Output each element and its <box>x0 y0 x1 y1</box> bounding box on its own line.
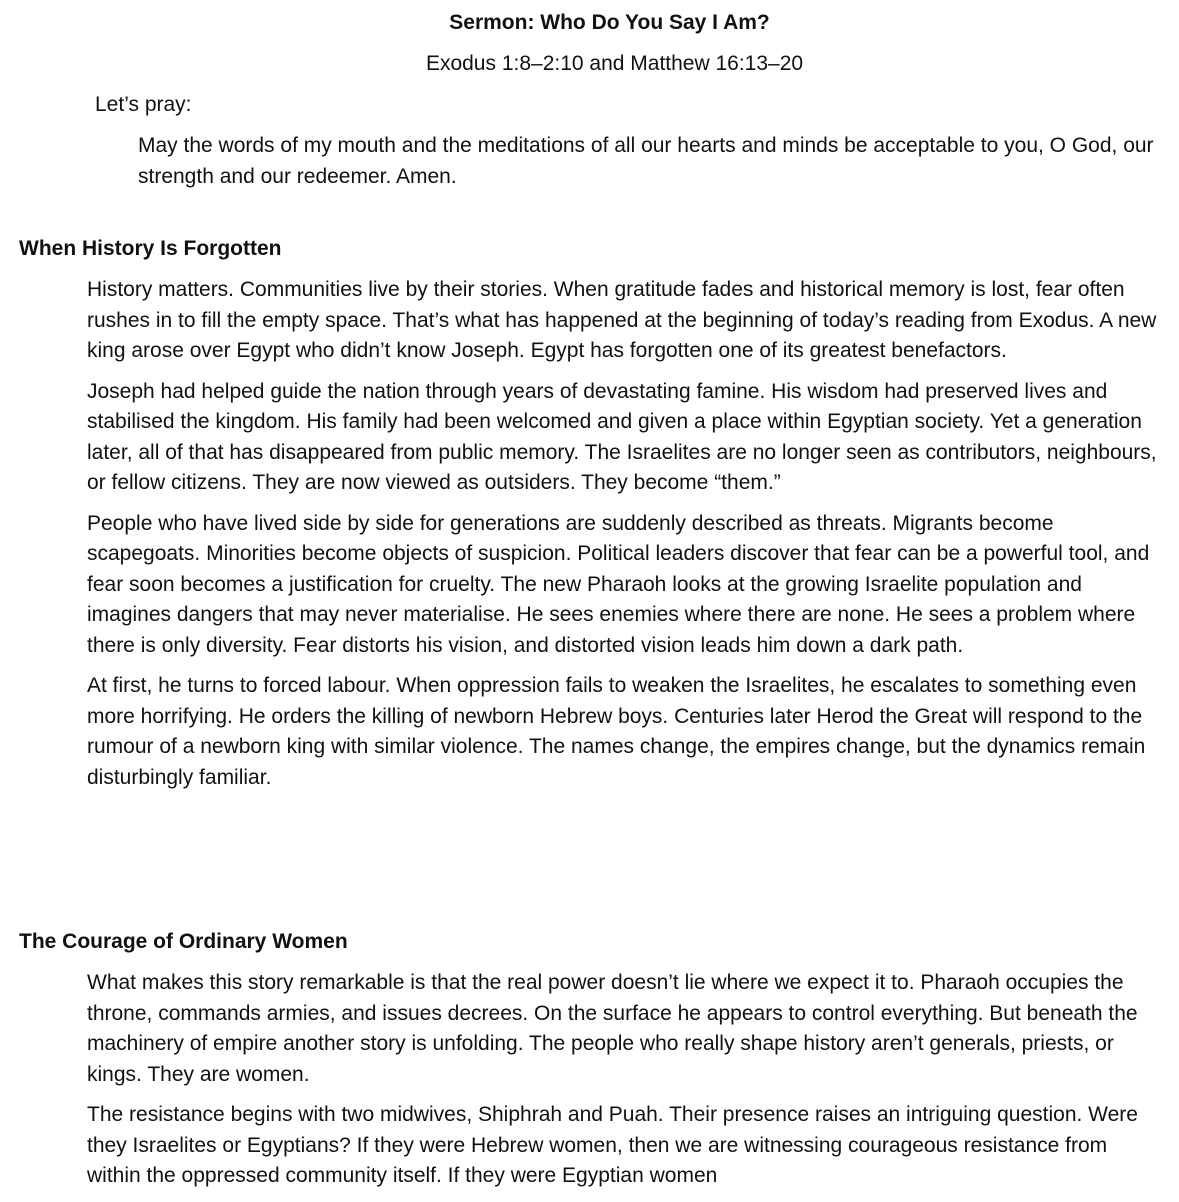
opening-prayer: May the words of my mouth and the meditations of all our hearts and minds be acceptable to you, O God, our strength and our redeemer. Amen. <box>138 134 1154 188</box>
section-courage-body <box>87 968 1157 1202</box>
paragraph: History matters. Communities live by their stories. When gratitude fades and historical memory is lost, fear often rushes in to fill the empty space. That’s what has happened at the beginning of today’s reading from Exodus. A new king arose over Egypt who didn’t know Joseph. Egypt has forgotten one of its greatest benefactors. <box>87 278 1157 362</box>
paragraph: What makes this story remarkable is that the real power doesn’t lie where we expect it to. Pharaoh occupies the throne, commands armies, and issues decrees. On the surface he appears to control everything. But beneath the machinery of empire another story is unfolding. The people who really shape history aren’t generals, priests, or kings. They are women. <box>87 971 1138 1086</box>
paragraph: People who have lived side by side for generations are suddenly described as threats. Migrants become scapegoats. Minorities become objects of suspicion. Political leaders discover that fear can be a powerful tool, and fear soon becomes a justification for cruelty. The new Pharaoh looks at the growing Israelite population and imagines dangers that may never materialise. He sees enemies where there are none. He sees a problem where there is only diversity. Fear distorts his vision, and distorted vision leads him down a dark path. <box>87 511 1150 657</box>
section-heading-courage: The Courage of Ordinary Women <box>19 930 348 953</box>
paragraph: At first, he turns to forced labour. When oppression fails to weaken the Israelites, he escalates to something even more horrifying. He orders the killing of newborn Hebrew boys. Centuries later Herod the Great will respond to the rumour of a newborn king with similar violence. The names change, the empires change, but the dynamics remain disturbingly familiar. <box>87 674 1146 789</box>
scripture-readings: Exodus 1:8–2:10 and Matthew 16:13–20 <box>425 52 804 75</box>
section-heading-history: When History Is Forgotten <box>19 237 282 260</box>
prayer-intro: Let’s pray: <box>95 93 192 116</box>
paragraph: The resistance begins with two midwives, Shiphrah and Puah. Their presence raises an intriguing question. Were they Israelites or Egyptians? If they were Hebrew women, then we are witnessing courageous resistance from within the oppressed community itself. If they were Egyptian women <box>87 1103 1138 1187</box>
sermon-title: Sermon: Who Do You Say I Am? <box>449 11 770 34</box>
section-history-body <box>87 275 1157 803</box>
paragraph: Joseph had helped guide the nation through years of devastating famine. His wisdom had preserved lives and stabilised the kingdom. His family had been welcomed and given a place within Egyptian society. Yet a generation later, all of that has disappeared from public memory. The Israelites are no longer seen as contributors, neighbours, or fellow citizens. They are now viewed as outsiders. They become “them.” <box>87 379 1157 494</box>
